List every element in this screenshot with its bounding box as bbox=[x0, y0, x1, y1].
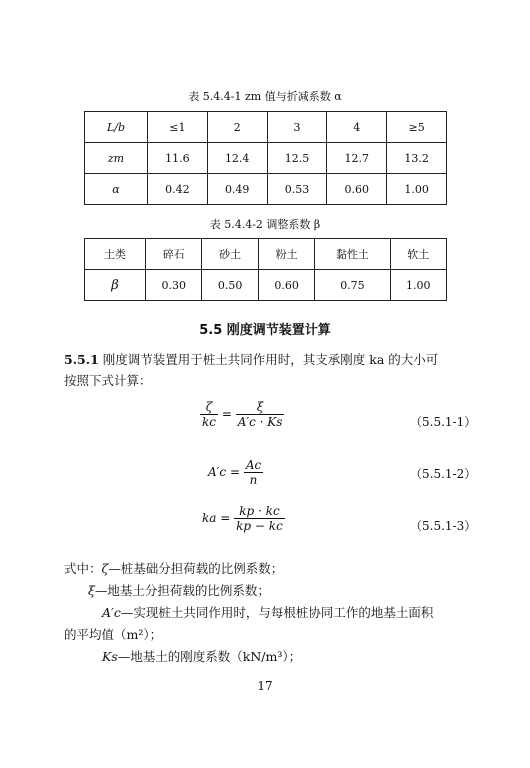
definition-symbol: ξ bbox=[88, 583, 95, 598]
table-cell: 0.75 bbox=[315, 270, 390, 301]
fraction-numerator: ξ bbox=[236, 400, 285, 415]
table-row bbox=[85, 270, 447, 301]
table-cell: 3 bbox=[267, 112, 327, 143]
table-cell: 软土 bbox=[390, 239, 446, 270]
table-cell: 12.4 bbox=[207, 143, 267, 174]
equation-number: （5.5.1-2） bbox=[410, 467, 477, 481]
definition-xi bbox=[88, 581, 270, 599]
table-cell: β bbox=[85, 270, 146, 301]
table-cell: 13.2 bbox=[387, 143, 447, 174]
table-cell: zm bbox=[85, 143, 148, 174]
clause-text-line1: 刚度调节装置用于桩土共同作用时，其支承刚度 ka 的大小可 bbox=[102, 352, 439, 367]
table-cell: 0.50 bbox=[202, 270, 258, 301]
table-cell: 1.00 bbox=[390, 270, 446, 301]
definition-text: —桩基础分担荷载的比例系数； bbox=[108, 561, 284, 576]
equation-number: （5.5.1-3） bbox=[410, 519, 477, 533]
definition-symbol: ζ bbox=[101, 561, 109, 576]
table-row bbox=[85, 112, 447, 143]
section-title: 5.5 刚度调节装置计算 bbox=[199, 323, 331, 338]
definition-zeta bbox=[64, 559, 283, 577]
table-cell: 0.49 bbox=[207, 174, 267, 205]
table2-caption-text: 表 5.4.4-2 调整系数 β bbox=[209, 218, 321, 231]
table-cell: 碎石 bbox=[146, 239, 202, 270]
definition-symbol: Ks bbox=[102, 649, 118, 664]
table1-caption-text: 表 5.4.4-1 zm 值与折减系数 α bbox=[188, 90, 342, 103]
clause-number: 5.5.1 bbox=[64, 352, 99, 367]
table-cell: 0.60 bbox=[258, 270, 314, 301]
clause-paragraph bbox=[64, 349, 474, 391]
definition-ac bbox=[102, 603, 433, 621]
table-cell: 0.60 bbox=[327, 174, 387, 205]
fraction-numerator: Ac bbox=[245, 458, 262, 472]
equation-rhs-fraction bbox=[244, 458, 263, 487]
equation-5-5-1-1 bbox=[200, 400, 284, 429]
table-row bbox=[85, 174, 447, 205]
equation-rhs-fraction bbox=[236, 400, 285, 429]
table-cell: 0.53 bbox=[267, 174, 327, 205]
table2-caption bbox=[0, 216, 530, 232]
definition-ks bbox=[102, 647, 301, 665]
fraction-denominator: kp − kc bbox=[236, 519, 283, 533]
table-cell: 2 bbox=[207, 112, 267, 143]
table-cell: 土类 bbox=[85, 239, 146, 270]
definition-text: —地基土分担荷载的比例系数； bbox=[94, 583, 270, 598]
table1 bbox=[84, 111, 447, 205]
table-cell: L/b bbox=[85, 112, 148, 143]
table-cell: 粉土 bbox=[258, 239, 314, 270]
equation-lhs-fraction bbox=[200, 400, 218, 429]
table-cell: 砂土 bbox=[202, 239, 258, 270]
clause-text-line2: 按照下式计算： bbox=[64, 373, 152, 388]
equation-number: （5.5.1-1） bbox=[410, 415, 477, 429]
fraction-denominator: A′c · Ks bbox=[237, 415, 283, 429]
fraction-denominator: kc bbox=[202, 415, 216, 429]
definition-continuation bbox=[64, 625, 162, 643]
table-row bbox=[85, 239, 447, 270]
table2 bbox=[84, 238, 447, 301]
table1-caption bbox=[0, 88, 530, 104]
table-cell: 0.30 bbox=[146, 270, 202, 301]
table-cell: 12.5 bbox=[267, 143, 327, 174]
table-cell: 4 bbox=[327, 112, 387, 143]
table-cell: 1.00 bbox=[387, 174, 447, 205]
equals-sign: = bbox=[229, 465, 241, 479]
fraction-numerator: ζ bbox=[200, 400, 218, 415]
definition-lead: 式中： bbox=[64, 561, 102, 576]
equals-sign: = bbox=[221, 407, 232, 421]
table-cell: ≥5 bbox=[387, 112, 447, 143]
table-cell: ≤1 bbox=[148, 112, 208, 143]
definition-text: —地基土的刚度系数（kN/m³）； bbox=[117, 649, 302, 664]
definition-text: —实现桩土共同作用时，与每根桩协同工作的地基土面积 bbox=[120, 605, 434, 620]
equals-sign: = bbox=[220, 511, 231, 525]
fraction-numerator: kp · kc bbox=[234, 504, 285, 519]
equation-5-5-1-3 bbox=[202, 504, 285, 533]
table-cell: 12.7 bbox=[327, 143, 387, 174]
table-cell: 11.6 bbox=[148, 143, 208, 174]
equation-lhs: ka bbox=[202, 511, 217, 525]
page-number: 17 bbox=[257, 679, 273, 693]
table-row bbox=[85, 143, 447, 174]
table-cell: 0.42 bbox=[148, 174, 208, 205]
fraction-denominator: n bbox=[249, 473, 258, 487]
definition-text: 的平均值（m²）； bbox=[64, 627, 163, 642]
table-cell: α bbox=[85, 174, 148, 205]
table-cell: 黏性土 bbox=[315, 239, 390, 270]
definition-symbol: A′c bbox=[102, 605, 121, 620]
equation-lhs: A′c bbox=[208, 465, 227, 479]
equation-5-5-1-2 bbox=[208, 458, 263, 487]
equation-rhs-fraction bbox=[234, 504, 285, 533]
